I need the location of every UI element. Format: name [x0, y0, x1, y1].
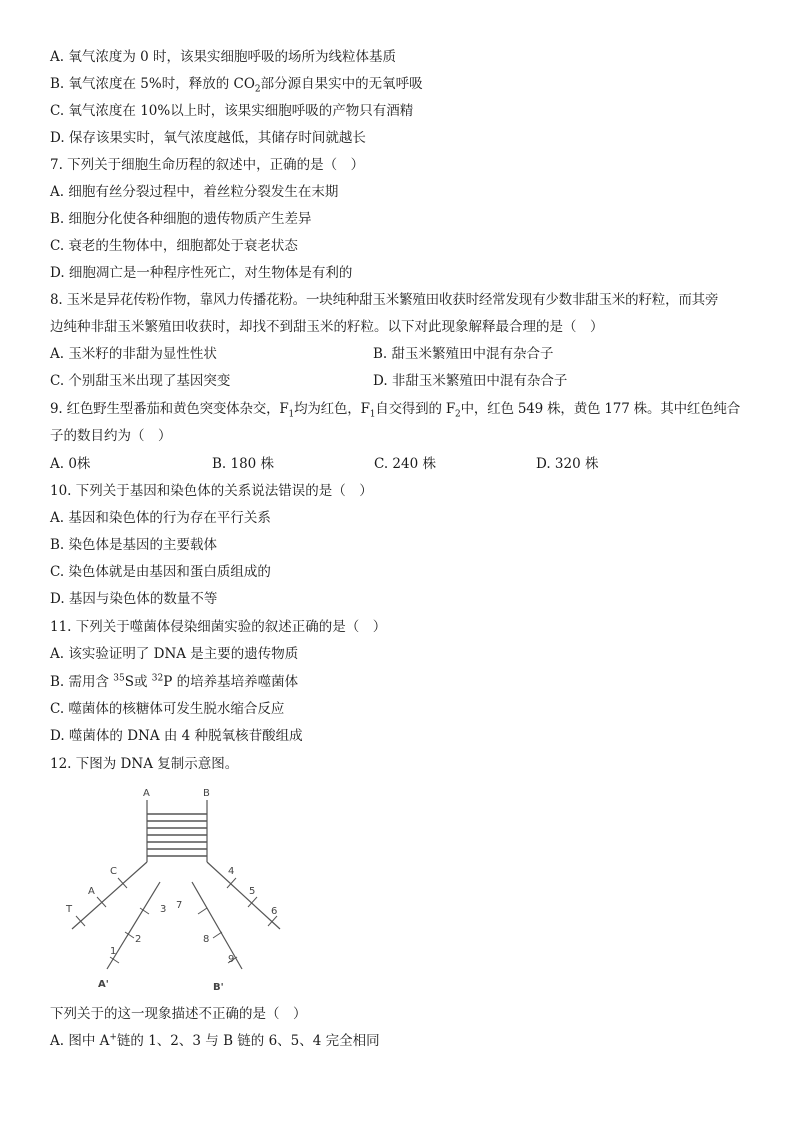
- label-left-outer-2: A: [88, 886, 95, 897]
- label-right-outer-1: 4: [228, 866, 235, 877]
- q10-option-b: B. 染色体是基因的主要载体: [50, 537, 218, 553]
- q6-option-b: B. 氧气浓度在 5%时，释放的 $CO_2$部分源自果实中的无氧呼吸: [50, 76, 423, 95]
- q9-stem-line2: 子的数目约为（ ）: [50, 428, 172, 444]
- q6-option-a: A. 氧气浓度为 0 时，该果实细胞呼吸的场所为线粒体基质: [50, 49, 397, 65]
- label-left-outer-3: C: [110, 866, 117, 877]
- q9-stem-line1: 9. 红色野生型番茄和黄色突变体杂交，$F_1$均为红色，$F_1$自交得到的 $F_2$中，红色 549 株，黄色 177 株。其中红色纯合: [50, 401, 741, 420]
- right-new-strand: [192, 882, 242, 969]
- q7-option-b: B. 细胞分化使各种细胞的遗传物质产生差异: [50, 211, 312, 227]
- q8-option-a: A. 玉米籽的非甜为显性性状: [50, 346, 217, 362]
- q9-option-c: C. 240 株: [374, 456, 436, 472]
- q10-option-d: D. 基因与染色体的数量不等: [50, 591, 218, 607]
- q7-option-a: A. 细胞有丝分裂过程中，着丝粒分裂发生在末期: [50, 184, 339, 200]
- base-pair-rungs: [147, 814, 207, 856]
- label-left-inner-3: 3: [160, 904, 167, 915]
- q11-stem: 11. 下列关于噬菌体侵染细菌实验的叙述正确的是（ ）: [50, 619, 387, 635]
- q12-stem: 12. 下图为 DNA 复制示意图。: [50, 756, 239, 772]
- strand-ticks: [76, 878, 277, 963]
- label-right-inner-1: 7: [176, 900, 183, 911]
- q10-stem: 10. 下列关于基因和染色体的关系说法错误的是（ ）: [50, 483, 373, 499]
- label-top-b: B: [203, 788, 210, 799]
- q9-option-b: B. 180 株: [212, 456, 275, 472]
- q7-option-d: D. 细胞凋亡是一种程序性死亡，对生物体是有利的: [50, 265, 353, 281]
- q12-question: 下列关于的这一现象描述不正确的是（ ）: [50, 1006, 307, 1022]
- q11-option-d: D. 噬菌体的 DNA 由 4 种脱氧核苷酸组成: [50, 728, 303, 744]
- q8-option-b: B. 甜玉米繁殖田中混有杂合子: [373, 346, 554, 362]
- label-top-a: A: [143, 788, 150, 799]
- right-outer-strand: [207, 862, 280, 929]
- q9-option-a: A. 0株: [50, 456, 91, 472]
- q8-option-d: D. 非甜玉米繁殖田中混有杂合子: [373, 373, 568, 389]
- label-right-inner-2: 8: [203, 934, 210, 945]
- q9-option-d: D. 320 株: [536, 456, 599, 472]
- q6-option-c: C. 氧气浓度在 10%以上时，该果实细胞呼吸的产物只有酒精: [50, 103, 414, 119]
- label-right-outer-3: 6: [271, 906, 278, 917]
- q7-stem: 7. 下列关于细胞生命历程的叙述中，正确的是（ ）: [50, 157, 365, 173]
- q11-option-a: A. 该实验证明了 DNA 是主要的遗传物质: [50, 646, 299, 662]
- label-right-outer-2: 5: [249, 886, 256, 897]
- q7-option-c: C. 衰老的生物体中，细胞都处于衰老状态: [50, 238, 298, 254]
- label-left-inner-2: 2: [135, 934, 142, 945]
- q8-stem-line1: 8. 玉米是异花传粉作物，靠风力传播花粉。一块纯种甜玉米繁殖田收获时经常发现有少数非甜玉米的籽粒，而其旁: [50, 292, 719, 308]
- label-right-inner-3: 9: [228, 954, 235, 965]
- label-left-outer-1: T: [66, 904, 73, 915]
- q12-option-a: A. 图中 A+链的 1、2、3 与 B 链的 6、5、4 完全相同: [50, 1032, 380, 1049]
- q6-option-d: D. 保存该果实时，氧气浓度越低，其储存时间就越长: [50, 130, 366, 146]
- q8-option-c: C. 个别甜玉米出现了基因突变: [50, 373, 231, 389]
- q10-option-a: A. 基因和染色体的行为存在平行关系: [50, 510, 271, 526]
- label-bottom-a-prime: A': [98, 979, 109, 990]
- dna-replication-diagram: [52, 784, 302, 996]
- q11-option-b: B. 需用含 $^{35}$S或 $^{32}$P 的培养基培养噬菌体: [50, 673, 299, 690]
- label-left-inner-1: 1: [110, 946, 117, 957]
- q10-option-c: C. 染色体就是由基因和蛋白质组成的: [50, 564, 271, 580]
- q8-stem-line2: 边纯种非甜玉米繁殖田收获时，却找不到甜玉米的籽粒。以下对此现象解释最合理的是（ ）: [50, 319, 604, 335]
- q11-option-c: C. 噬菌体的核糖体可发生脱水缩合反应: [50, 701, 285, 717]
- label-bottom-b-prime: B': [213, 982, 224, 993]
